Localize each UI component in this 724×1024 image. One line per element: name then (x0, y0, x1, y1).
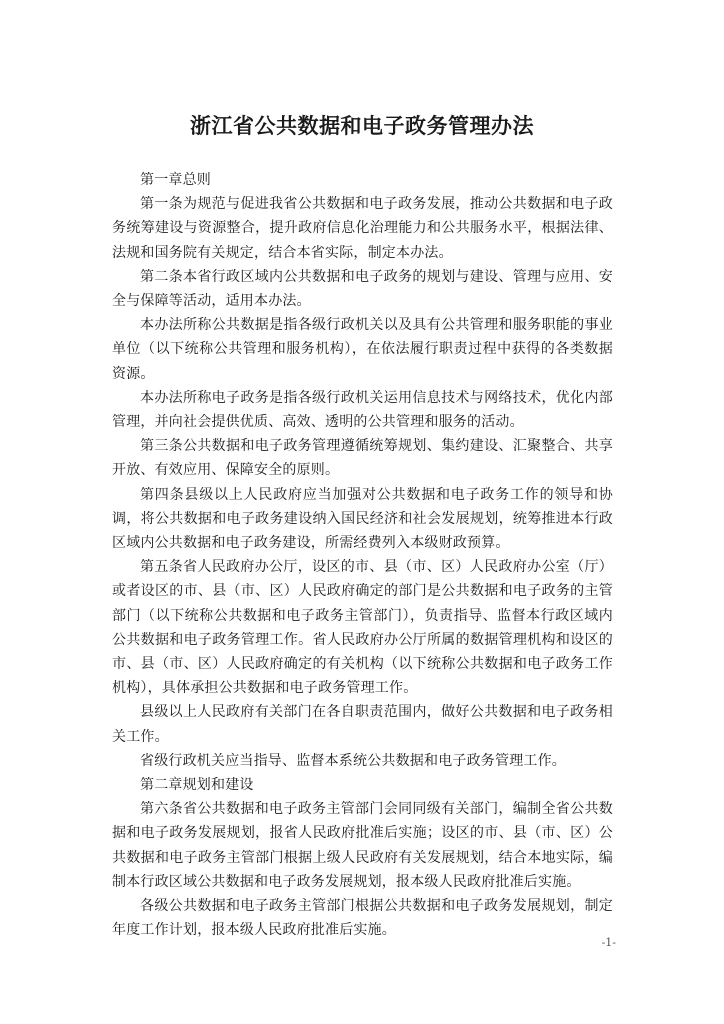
page-number: -1- (601, 936, 616, 949)
article-paragraph: 第四条县级以上人民政府应当加强对公共数据和电子政务工作的领导和协调，将公共数据和电子政务建设纳入国民经济和社会发展规划，统筹推进本行政区域内公共数据和电子政务建设，所需经费列入本级财政预算。 (112, 486, 613, 552)
article-paragraph: 第一条为规范与促进我省公共数据和电子政务发展，推动公共数据和电子政务统筹建设与资源整合，提升政府信息化治理能力和公共服务水平，根据法律、法规和国务院有关规定，结合本省实际，制定本办法。 (112, 196, 613, 261)
chapter-heading: 第二章规划和建设 (140, 777, 254, 794)
document-body (112, 168, 613, 943)
chapter-heading: 第一章总则 (140, 172, 211, 188)
article-paragraph: 第五条省人民政府办公厅，设区的市、县（市、区）人民政府办公室（厅）或者设区的市、县（市、区）人民政府确定的部门是公共数据和电子政务的主管部门（以下统称公共数据和电子政务主管部门），负责指导、监督本行政区域内公共数据和电子政务管理工作。省人民政府办公厅所属的数据管理机构和设区的市、县（市、区）人民政府确定的有关机构（以下统称公共数据和电子政务工作机构），具体承担公共数据和电子政务管理工作。 (112, 559, 613, 697)
article-paragraph: 省级行政机关应当指导、监督本系统公共数据和电子政务管理工作。 (140, 752, 566, 769)
article-paragraph: 第六条省公共数据和电子政务主管部门会同同级有关部门，编制全省公共数据和电子政务发展规划，报省人民政府批准后实施；设区的市、县（市、区）公共数据和电子政务主管部门根据上级人民政府有关发展规划，结合本地实际，编制本行政区域公共数据和电子政务发展规划，报本级人民政府批准后实施。 (112, 801, 613, 890)
article-paragraph: 本办法所称电子政务是指各级行政机关运用信息技术与网络技术，优化内部管理，并向社会提供优质、高效、透明的公共管理和服务的活动。 (112, 389, 613, 431)
article-paragraph: 本办法所称公共数据是指各级行政机关以及具有公共管理和服务职能的事业单位（以下统称公共管理和服务机构），在依法履行职责过程中获得的各类数据资源。 (112, 317, 613, 382)
article-paragraph: 县级以上人民政府有关部门在各自职责范围内，做好公共数据和电子政务相关工作。 (112, 704, 613, 745)
article-paragraph: 第三条公共数据和电子政务管理遵循统筹规划、集约建设、汇聚整合、共享开放、有效应用、保障安全的原则。 (112, 438, 613, 479)
article-paragraph: 各级公共数据和电子政务主管部门根据公共数据和电子政务发展规划，制定年度工作计划，报本级人民政府批准后实施。 (112, 898, 613, 939)
article-paragraph: 第二条本省行政区域内公共数据和电子政务的规划与建设、管理与应用、安全与保障等活动，适用本办法。 (112, 268, 613, 310)
document-title: 浙江省公共数据和电子政务管理办法 (190, 114, 534, 138)
